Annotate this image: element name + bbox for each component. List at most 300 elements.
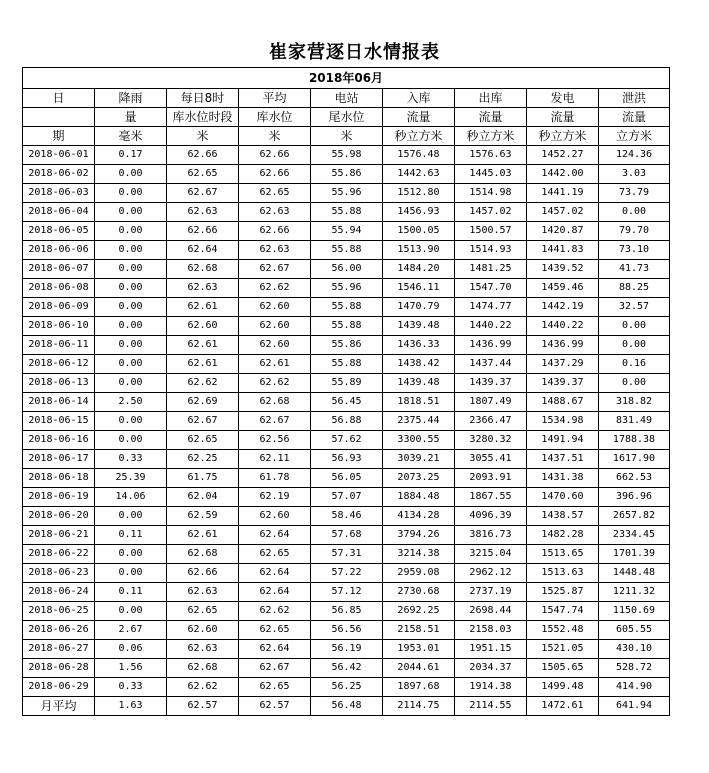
table-row-cell: 1442.63 <box>383 165 455 184</box>
table-row-cell: 1513.65 <box>527 545 599 564</box>
table-row-cell: 1439.48 <box>383 317 455 336</box>
table-row-cell: 73.79 <box>599 184 670 203</box>
table-row-cell: 1576.48 <box>383 146 455 165</box>
table-row-cell: 62.63 <box>167 279 239 298</box>
table-row-cell: 0.33 <box>95 450 167 469</box>
header-row-1-cell: 入库 <box>383 89 455 108</box>
header-row-2-cell: 量 <box>95 108 167 127</box>
average-row-cell: 2114.75 <box>383 697 455 716</box>
table-row-cell: 1547.70 <box>455 279 527 298</box>
table-row <box>23 545 670 564</box>
header-row-2-cell <box>23 108 95 127</box>
table-row-cell: 1897.68 <box>383 678 455 697</box>
table-row <box>23 298 670 317</box>
table-row-cell: 1514.93 <box>455 241 527 260</box>
table-row-cell: 62.11 <box>239 450 311 469</box>
table-row-cell: 62.62 <box>239 279 311 298</box>
table-row-cell: 62.67 <box>167 184 239 203</box>
table-row-cell: 124.36 <box>599 146 670 165</box>
header-row-3-cell: 米 <box>167 127 239 146</box>
table-row-cell: 1439.37 <box>527 374 599 393</box>
table-row-cell: 55.96 <box>311 184 383 203</box>
table-row-cell: 57.68 <box>311 526 383 545</box>
table-row-cell: 62.60 <box>239 298 311 317</box>
table-row-cell: 0.00 <box>95 412 167 431</box>
table-row <box>23 355 670 374</box>
table-row-cell: 1459.46 <box>527 279 599 298</box>
table-row <box>23 450 670 469</box>
table-row-cell: 62.65 <box>167 602 239 621</box>
table-row-cell: 62.62 <box>167 678 239 697</box>
table-row-cell: 55.86 <box>311 336 383 355</box>
header-row-2-cell: 尾水位 <box>311 108 383 127</box>
table-row-cell: 2018-06-11 <box>23 336 95 355</box>
table-row-cell: 1440.22 <box>455 317 527 336</box>
header-row-1-cell: 每日8时 <box>167 89 239 108</box>
table-row-cell: 1867.55 <box>455 488 527 507</box>
table-row-cell: 1.56 <box>95 659 167 678</box>
table-row-cell: 62.63 <box>167 640 239 659</box>
table-row-cell: 1437.44 <box>455 355 527 374</box>
table-row-cell: 1441.83 <box>527 241 599 260</box>
table-row-cell: 1436.33 <box>383 336 455 355</box>
average-row-cell: 62.57 <box>239 697 311 716</box>
header-row-1-cell: 泄洪 <box>599 89 670 108</box>
table-row-cell: 55.89 <box>311 374 383 393</box>
table-row-cell: 2018-06-05 <box>23 222 95 241</box>
table-row-cell: 4134.28 <box>383 507 455 526</box>
table-row-cell: 55.86 <box>311 165 383 184</box>
table-row-cell: 57.07 <box>311 488 383 507</box>
table-row-cell: 0.00 <box>599 203 670 222</box>
table-row-cell: 2018-06-06 <box>23 241 95 260</box>
table-row-cell: 0.00 <box>599 317 670 336</box>
header-row-2-cell: 流量 <box>527 108 599 127</box>
table-row-cell: 0.17 <box>95 146 167 165</box>
average-row-cell: 2114.55 <box>455 697 527 716</box>
table-row-cell: 62.60 <box>239 336 311 355</box>
table-row-cell: 14.06 <box>95 488 167 507</box>
average-row-cell: 1472.61 <box>527 697 599 716</box>
table-row-cell: 1440.22 <box>527 317 599 336</box>
table-row-cell: 1512.80 <box>383 184 455 203</box>
table-row-cell: 62.60 <box>239 317 311 336</box>
month-label: 2018年06月 <box>23 68 670 89</box>
header-row-2 <box>23 108 670 127</box>
table-row-cell: 0.00 <box>599 374 670 393</box>
table-row-cell: 62.65 <box>239 184 311 203</box>
table-row-cell: 0.00 <box>95 507 167 526</box>
table-row-cell: 62.65 <box>239 678 311 697</box>
table-row-cell: 662.53 <box>599 469 670 488</box>
table-row-cell: 1437.29 <box>527 355 599 374</box>
table-row-cell: 62.04 <box>167 488 239 507</box>
header-row-1-cell: 平均 <box>239 89 311 108</box>
table-row-cell: 25.39 <box>95 469 167 488</box>
table-row-cell: 62.62 <box>239 602 311 621</box>
table-row-cell: 1521.05 <box>527 640 599 659</box>
table-row-cell: 396.96 <box>599 488 670 507</box>
table-row-cell: 1436.99 <box>527 336 599 355</box>
table-row-cell: 2018-06-20 <box>23 507 95 526</box>
table-row-cell: 0.00 <box>95 279 167 298</box>
table-row-cell: 56.56 <box>311 621 383 640</box>
table-row-cell: 55.88 <box>311 298 383 317</box>
header-row-2-cell: 流量 <box>383 108 455 127</box>
table-row-cell: 2018-06-08 <box>23 279 95 298</box>
table-row-cell: 1452.27 <box>527 146 599 165</box>
table-row-cell: 62.63 <box>167 583 239 602</box>
table-row-cell: 2018-06-13 <box>23 374 95 393</box>
table-row-cell: 62.61 <box>167 526 239 545</box>
table-row-cell: 4096.39 <box>455 507 527 526</box>
table-row-cell: 55.88 <box>311 355 383 374</box>
table-row-cell: 2.67 <box>95 621 167 640</box>
table-row-cell: 73.10 <box>599 241 670 260</box>
table-row-cell: 0.00 <box>95 355 167 374</box>
table-row-cell: 2018-06-02 <box>23 165 95 184</box>
table-row <box>23 659 670 678</box>
table-row-cell: 32.57 <box>599 298 670 317</box>
table-row-cell: 2034.37 <box>455 659 527 678</box>
table-row-cell: 831.49 <box>599 412 670 431</box>
header-row-3-cell: 米 <box>239 127 311 146</box>
table-row-cell: 62.60 <box>239 507 311 526</box>
table-row-cell: 62.59 <box>167 507 239 526</box>
table-row <box>23 507 670 526</box>
table-row-cell: 2334.45 <box>599 526 670 545</box>
table-row <box>23 184 670 203</box>
table-row-cell: 0.00 <box>95 260 167 279</box>
table-row-cell: 2018-06-16 <box>23 431 95 450</box>
table-row-cell: 62.64 <box>167 241 239 260</box>
table-row <box>23 621 670 640</box>
table-row-cell: 2018-06-10 <box>23 317 95 336</box>
header-row-3 <box>23 127 670 146</box>
table-row-cell: 2737.19 <box>455 583 527 602</box>
table-row <box>23 165 670 184</box>
table-row-cell: 62.63 <box>239 203 311 222</box>
table-row-cell: 56.00 <box>311 260 383 279</box>
table-row-cell: 1457.02 <box>455 203 527 222</box>
table-row-cell: 2018-06-21 <box>23 526 95 545</box>
table-row-cell: 62.67 <box>239 412 311 431</box>
table-row-cell: 1470.79 <box>383 298 455 317</box>
header-row-2-cell: 库水位时段 <box>167 108 239 127</box>
table-row-cell: 2730.68 <box>383 583 455 602</box>
table-row-cell: 1439.37 <box>455 374 527 393</box>
table-row-cell: 55.96 <box>311 279 383 298</box>
table-row-cell: 56.45 <box>311 393 383 412</box>
table-row-cell: 2692.25 <box>383 602 455 621</box>
header-row-2-cell: 流量 <box>455 108 527 127</box>
table-row-cell: 2018-06-26 <box>23 621 95 640</box>
table-row <box>23 602 670 621</box>
table-row-cell: 1448.48 <box>599 564 670 583</box>
table-row-cell: 62.64 <box>239 526 311 545</box>
table-row-cell: 0.00 <box>95 165 167 184</box>
table-row-cell: 3280.32 <box>455 431 527 450</box>
average-row-cell: 月平均 <box>23 697 95 716</box>
table-row-cell: 1436.99 <box>455 336 527 355</box>
table-row <box>23 469 670 488</box>
table-row-cell: 0.06 <box>95 640 167 659</box>
table-row-cell: 1499.48 <box>527 678 599 697</box>
table-row-cell: 0.33 <box>95 678 167 697</box>
table-row-cell: 0.00 <box>95 222 167 241</box>
table-row-cell: 414.90 <box>599 678 670 697</box>
table-row-cell: 0.11 <box>95 526 167 545</box>
table-row-cell: 61.78 <box>239 469 311 488</box>
table-row-cell: 1438.42 <box>383 355 455 374</box>
table-row-cell: 1514.98 <box>455 184 527 203</box>
table-row-cell: 62.69 <box>167 393 239 412</box>
table-row <box>23 222 670 241</box>
table-row-cell: 62.66 <box>167 222 239 241</box>
header-row-2-cell: 流量 <box>599 108 670 127</box>
report-title: 崔家营逐日水情报表 <box>269 42 440 63</box>
header-row-3-cell: 秒立方米 <box>455 127 527 146</box>
table-row <box>23 336 670 355</box>
table-row-cell: 0.11 <box>95 583 167 602</box>
table-row-cell: 528.72 <box>599 659 670 678</box>
table-row-cell: 1884.48 <box>383 488 455 507</box>
table-row-cell: 1701.39 <box>599 545 670 564</box>
table-row-cell: 62.19 <box>239 488 311 507</box>
table-row-cell: 62.67 <box>167 412 239 431</box>
table-row-cell: 2018-06-27 <box>23 640 95 659</box>
table-row-cell: 2018-06-15 <box>23 412 95 431</box>
table-row-cell: 62.66 <box>167 564 239 583</box>
average-row-cell: 641.94 <box>599 697 670 716</box>
table-row-cell: 2158.51 <box>383 621 455 640</box>
table-row-cell: 55.94 <box>311 222 383 241</box>
table-row-cell: 56.19 <box>311 640 383 659</box>
table-row-cell: 62.61 <box>167 298 239 317</box>
table-row-cell: 2018-06-22 <box>23 545 95 564</box>
table-row-cell: 1439.48 <box>383 374 455 393</box>
header-row-1-cell: 电站 <box>311 89 383 108</box>
table-row-cell: 318.82 <box>599 393 670 412</box>
table-row-cell: 0.00 <box>95 203 167 222</box>
table-row-cell: 2018-06-17 <box>23 450 95 469</box>
table-row-cell: 62.68 <box>167 545 239 564</box>
table-row <box>23 431 670 450</box>
table-row <box>23 640 670 659</box>
table-row-cell: 2093.91 <box>455 469 527 488</box>
table-row-cell: 1482.28 <box>527 526 599 545</box>
table-row-cell: 2018-06-09 <box>23 298 95 317</box>
table-row-cell: 1431.38 <box>527 469 599 488</box>
table-row-cell: 79.70 <box>599 222 670 241</box>
table-row-cell: 3816.73 <box>455 526 527 545</box>
header-row-3-cell: 毫米 <box>95 127 167 146</box>
header-row-1-cell: 日 <box>23 89 95 108</box>
table-row-cell: 56.05 <box>311 469 383 488</box>
table-row-cell: 3215.04 <box>455 545 527 564</box>
table-row-cell: 2018-06-03 <box>23 184 95 203</box>
table-row-cell: 1500.05 <box>383 222 455 241</box>
table-row-cell: 62.61 <box>167 336 239 355</box>
table-row-cell: 1439.52 <box>527 260 599 279</box>
table-row-cell: 62.62 <box>167 374 239 393</box>
table-row-cell: 2018-06-25 <box>23 602 95 621</box>
table-row-cell: 62.56 <box>239 431 311 450</box>
table-row-cell: 62.68 <box>239 393 311 412</box>
table-row-cell: 56.85 <box>311 602 383 621</box>
table-row-cell: 2018-06-24 <box>23 583 95 602</box>
table-row-cell: 62.65 <box>167 431 239 450</box>
table-row <box>23 203 670 222</box>
table-row-cell: 55.98 <box>311 146 383 165</box>
table-row-cell: 57.12 <box>311 583 383 602</box>
table-row-cell: 1505.65 <box>527 659 599 678</box>
table-row-cell: 1442.19 <box>527 298 599 317</box>
table-row-cell: 605.55 <box>599 621 670 640</box>
table-row-cell: 62.64 <box>239 583 311 602</box>
header-row-3-cell: 秒立方米 <box>383 127 455 146</box>
table-row-cell: 3794.26 <box>383 526 455 545</box>
table-row <box>23 279 670 298</box>
table-row-cell: 62.63 <box>239 241 311 260</box>
table-row <box>23 317 670 336</box>
table-row-cell: 3055.41 <box>455 450 527 469</box>
table-row <box>23 393 670 412</box>
table-row-cell: 1442.00 <box>527 165 599 184</box>
table-row-cell: 1546.11 <box>383 279 455 298</box>
table-row-cell: 1445.03 <box>455 165 527 184</box>
table-row-cell: 0.00 <box>95 564 167 583</box>
table-row-cell: 1788.38 <box>599 431 670 450</box>
table-row-cell: 1484.20 <box>383 260 455 279</box>
table-row-cell: 1951.15 <box>455 640 527 659</box>
table-row-cell: 2073.25 <box>383 469 455 488</box>
header-row-3-cell: 立方米 <box>599 127 670 146</box>
header-row-3-cell: 米 <box>311 127 383 146</box>
table-row-cell: 57.31 <box>311 545 383 564</box>
header-row-1-cell: 降雨 <box>95 89 167 108</box>
table-row-cell: 62.65 <box>239 545 311 564</box>
table-row-cell: 1457.02 <box>527 203 599 222</box>
table-row-cell: 1491.94 <box>527 431 599 450</box>
table-row-cell: 62.66 <box>167 146 239 165</box>
table-row-cell: 0.00 <box>95 336 167 355</box>
table-row-cell: 0.00 <box>599 336 670 355</box>
table-row-cell: 55.88 <box>311 241 383 260</box>
table-row-cell: 62.67 <box>239 659 311 678</box>
table-row-cell: 2657.82 <box>599 507 670 526</box>
table-row-cell: 62.60 <box>167 621 239 640</box>
table-row <box>23 146 670 165</box>
table-row <box>23 488 670 507</box>
table-row-cell: 62.61 <box>239 355 311 374</box>
table-row-cell: 1807.49 <box>455 393 527 412</box>
table-row-cell: 1456.93 <box>383 203 455 222</box>
table-row-cell: 56.25 <box>311 678 383 697</box>
table-row-cell: 1437.51 <box>527 450 599 469</box>
table-row-cell: 41.73 <box>599 260 670 279</box>
table-row-cell: 56.88 <box>311 412 383 431</box>
table-row-cell: 2698.44 <box>455 602 527 621</box>
table-row-cell: 0.00 <box>95 374 167 393</box>
table-row-cell: 62.68 <box>167 260 239 279</box>
table-row-cell: 62.66 <box>239 165 311 184</box>
table-row-cell: 1953.01 <box>383 640 455 659</box>
table-row-cell: 62.64 <box>239 564 311 583</box>
table-row-cell: 2044.61 <box>383 659 455 678</box>
table-row-cell: 2018-06-18 <box>23 469 95 488</box>
table-row-cell: 62.66 <box>239 222 311 241</box>
table-row-cell: 2018-06-01 <box>23 146 95 165</box>
table-row-cell: 55.88 <box>311 203 383 222</box>
header-row-1 <box>23 89 670 108</box>
table-row <box>23 260 670 279</box>
table-row-cell: 2962.12 <box>455 564 527 583</box>
table-row-cell: 58.46 <box>311 507 383 526</box>
table-row-cell: 1818.51 <box>383 393 455 412</box>
table-row-cell: 1914.38 <box>455 678 527 697</box>
table-row-cell: 1488.67 <box>527 393 599 412</box>
table-row-cell: 2959.08 <box>383 564 455 583</box>
table-row-cell: 0.00 <box>95 317 167 336</box>
table-row-cell: 2018-06-29 <box>23 678 95 697</box>
table-row-cell: 1474.77 <box>455 298 527 317</box>
table-row-cell: 1500.57 <box>455 222 527 241</box>
table-row-cell: 1534.98 <box>527 412 599 431</box>
table-row-cell: 1150.69 <box>599 602 670 621</box>
table-row-cell: 55.88 <box>311 317 383 336</box>
average-row-cell: 1.63 <box>95 697 167 716</box>
table-row-cell: 62.63 <box>167 203 239 222</box>
table-row-cell: 3214.38 <box>383 545 455 564</box>
table-row-cell: 0.16 <box>599 355 670 374</box>
table-row-cell: 1617.90 <box>599 450 670 469</box>
table-row <box>23 564 670 583</box>
table-row-cell: 1441.19 <box>527 184 599 203</box>
table-row-cell: 430.10 <box>599 640 670 659</box>
table-row-cell: 56.42 <box>311 659 383 678</box>
table-row-cell: 1525.87 <box>527 583 599 602</box>
table-row <box>23 583 670 602</box>
table-row-cell: 0.00 <box>95 602 167 621</box>
month-row <box>23 68 670 89</box>
table-row-cell: 62.64 <box>239 640 311 659</box>
average-row <box>23 697 670 716</box>
table-row-cell: 62.25 <box>167 450 239 469</box>
table-row-cell: 1470.60 <box>527 488 599 507</box>
table-row-cell: 3039.21 <box>383 450 455 469</box>
table-row-cell: 62.65 <box>239 621 311 640</box>
table-row-cell: 1438.57 <box>527 507 599 526</box>
table-row-cell: 2018-06-14 <box>23 393 95 412</box>
table-row-cell: 61.75 <box>167 469 239 488</box>
table-row-cell: 56.93 <box>311 450 383 469</box>
table-row-cell: 0.00 <box>95 184 167 203</box>
average-row-cell: 56.48 <box>311 697 383 716</box>
table-row <box>23 412 670 431</box>
table-row-cell: 88.25 <box>599 279 670 298</box>
table-row-cell: 3.03 <box>599 165 670 184</box>
table-row-cell: 0.00 <box>95 241 167 260</box>
table-row-cell: 2018-06-19 <box>23 488 95 507</box>
table-row-cell: 2158.03 <box>455 621 527 640</box>
table-row-cell: 2366.47 <box>455 412 527 431</box>
table-row-cell: 2018-06-28 <box>23 659 95 678</box>
table-row-cell: 2.50 <box>95 393 167 412</box>
table-row-cell: 57.62 <box>311 431 383 450</box>
table-row <box>23 526 670 545</box>
table-row-cell: 62.66 <box>239 146 311 165</box>
